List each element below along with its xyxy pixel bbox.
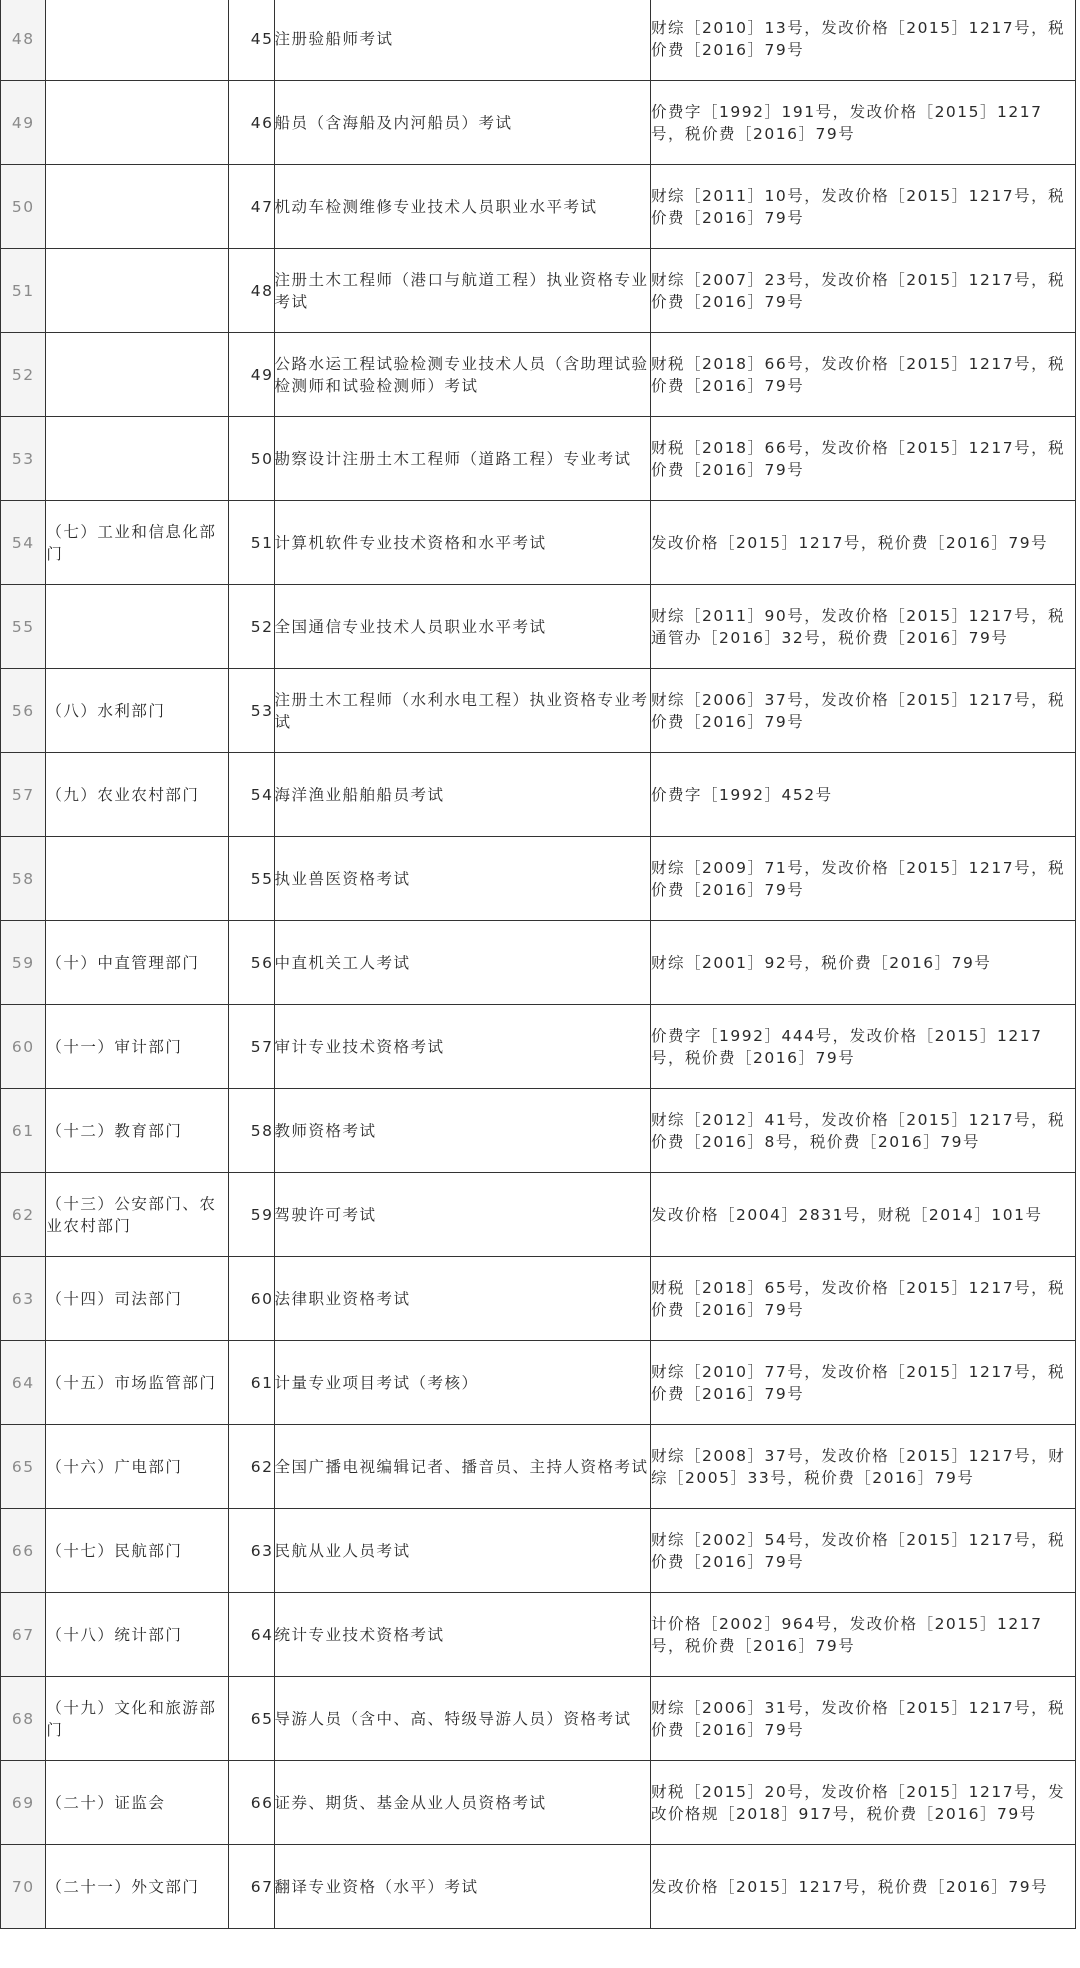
sequence-number: 51 — [250, 533, 274, 552]
row-number-cell[interactable] — [1, 249, 46, 333]
table-row[interactable] — [1, 0, 1076, 81]
sequence-number: 58 — [250, 1121, 274, 1140]
sequence-number: 49 — [250, 365, 274, 384]
exam-name-text: 计量专业项目考试（考核） — [274, 1373, 479, 1392]
exam-name-text: 证券、期货、基金从业人员资格考试 — [274, 1793, 547, 1812]
fee-basis-cell[interactable] — [651, 501, 1076, 585]
fee-basis-text: 财综［2011］10号，发改价格［2015］1217号，税价费［2016］79号 — [651, 186, 1066, 227]
sequence-number: 52 — [250, 617, 274, 636]
exam-name-cell[interactable] — [274, 165, 651, 249]
row-number-cell[interactable] — [1, 1761, 46, 1845]
exam-name-cell[interactable] — [274, 1257, 651, 1341]
exam-name-text: 注册验船师考试 — [274, 29, 394, 48]
fee-basis-cell[interactable] — [651, 1089, 1076, 1173]
fee-basis-cell[interactable] — [651, 669, 1076, 753]
department-cell[interactable] — [46, 417, 229, 501]
fee-basis-cell[interactable] — [651, 1173, 1076, 1257]
fee-basis-cell[interactable] — [651, 417, 1076, 501]
exam-name-cell[interactable] — [274, 1677, 651, 1761]
fee-basis-text: 财税［2015］20号，发改价格［2015］1217号，发改价格规［2018］917号，税价费［2016］79号 — [651, 1782, 1066, 1823]
exam-name-text: 公路水运工程试验检测专业技术人员（含助理试验检测师和试验检测师）考试 — [274, 354, 649, 395]
exam-name-cell[interactable] — [274, 249, 651, 333]
row-number-label: 49 — [11, 113, 35, 132]
fee-basis-text: 财综［2007］23号，发改价格［2015］1217号，税价费［2016］79号 — [651, 270, 1066, 311]
row-number-cell[interactable] — [1, 1089, 46, 1173]
department-cell[interactable] — [46, 921, 229, 1005]
table-row[interactable] — [1, 249, 1076, 333]
department-text: （十五）市场监管部门 — [46, 1373, 217, 1392]
department-text: （十四）司法部门 — [46, 1289, 183, 1308]
exam-name-cell[interactable] — [274, 921, 651, 1005]
fee-basis-text: 财综［2009］71号，发改价格［2015］1217号，税价费［2016］79号 — [651, 858, 1066, 899]
fee-basis-cell[interactable] — [651, 1845, 1076, 1929]
department-cell[interactable] — [46, 1845, 229, 1929]
fee-basis-text: 财税［2018］65号，发改价格［2015］1217号，税价费［2016］79号 — [651, 1278, 1066, 1319]
table-row[interactable] — [1, 501, 1076, 585]
department-cell[interactable] — [46, 1593, 229, 1677]
row-number-label: 62 — [11, 1205, 35, 1224]
department-text: （十二）教育部门 — [46, 1121, 183, 1140]
exam-name-text: 机动车检测维修专业技术人员职业水平考试 — [274, 197, 598, 216]
sequence-cell[interactable] — [229, 753, 274, 837]
fee-basis-text: 发改价格［2015］1217号，税价费［2016］79号 — [651, 1877, 1049, 1896]
row-number-cell[interactable] — [1, 1509, 46, 1593]
table-row[interactable] — [1, 1005, 1076, 1089]
sequence-number: 66 — [250, 1793, 274, 1812]
row-number-cell[interactable] — [1, 1845, 46, 1929]
table-row[interactable] — [1, 1677, 1076, 1761]
department-cell[interactable] — [46, 165, 229, 249]
sequence-number: 46 — [250, 113, 274, 132]
row-number-label: 53 — [11, 449, 35, 468]
department-text: （十九）文化和旅游部门 — [46, 1698, 217, 1739]
sequence-cell[interactable] — [229, 837, 274, 921]
exam-name-text: 民航从业人员考试 — [274, 1541, 411, 1560]
fee-basis-text: 发改价格［2015］1217号，税价费［2016］79号 — [651, 533, 1049, 552]
exam-name-cell[interactable] — [274, 1341, 651, 1425]
exam-name-text: 勘察设计注册土木工程师（道路工程）专业考试 — [274, 449, 632, 468]
table-row[interactable] — [1, 81, 1076, 165]
table-row[interactable] — [1, 585, 1076, 669]
department-cell[interactable] — [46, 1509, 229, 1593]
department-cell[interactable] — [46, 0, 229, 81]
sequence-cell[interactable] — [229, 1257, 274, 1341]
fee-basis-cell[interactable] — [651, 921, 1076, 1005]
department-cell[interactable] — [46, 1425, 229, 1509]
row-number-cell[interactable] — [1, 753, 46, 837]
fee-basis-text: 财综［2010］13号，发改价格［2015］1217号，税价费［2016］79号 — [651, 18, 1066, 59]
table-row[interactable] — [1, 1425, 1076, 1509]
row-number-cell[interactable] — [1, 585, 46, 669]
exam-name-cell[interactable] — [274, 837, 651, 921]
sequence-cell[interactable] — [229, 1677, 274, 1761]
fee-basis-cell[interactable] — [651, 1425, 1076, 1509]
fee-basis-cell[interactable] — [651, 1005, 1076, 1089]
department-cell[interactable] — [46, 669, 229, 753]
table-row[interactable] — [1, 1089, 1076, 1173]
department-cell[interactable] — [46, 249, 229, 333]
row-number-label: 61 — [11, 1121, 35, 1140]
fee-basis-cell[interactable] — [651, 753, 1076, 837]
row-number-cell[interactable] — [1, 669, 46, 753]
fee-basis-text: 价费字［1992］444号，发改价格［2015］1217号，税价费［2016］79号 — [651, 1026, 1043, 1067]
department-text: （二十一）外文部门 — [46, 1877, 200, 1896]
fee-basis-text: 价费字［1992］191号，发改价格［2015］1217号，税价费［2016］79号 — [651, 102, 1043, 143]
department-text: （二十）证监会 — [46, 1793, 166, 1812]
exam-name-text: 注册土木工程师（水利水电工程）执业资格专业考试 — [274, 690, 649, 731]
row-number-label: 56 — [11, 701, 35, 720]
department-text: （十三）公安部门、农业农村部门 — [46, 1194, 217, 1235]
department-cell[interactable] — [46, 753, 229, 837]
fee-basis-text: 财综［2011］90号，发改价格［2015］1217号，税通管办［2016］32号，税价费［2016］79号 — [651, 606, 1066, 647]
row-number-label: 70 — [11, 1877, 35, 1896]
fee-basis-cell[interactable] — [651, 1593, 1076, 1677]
row-number-cell[interactable] — [1, 1257, 46, 1341]
sequence-number: 60 — [250, 1289, 274, 1308]
fee-basis-text: 财综［2006］37号，发改价格［2015］1217号，税价费［2016］79号 — [651, 690, 1066, 731]
sequence-cell[interactable] — [229, 1425, 274, 1509]
fee-basis-cell[interactable] — [651, 1341, 1076, 1425]
exam-name-text: 翻译专业资格（水平）考试 — [274, 1877, 479, 1896]
exam-name-cell[interactable] — [274, 1089, 651, 1173]
fee-basis-text: 发改价格［2004］2831号，财税［2014］101号 — [651, 1205, 1043, 1224]
sequence-cell[interactable] — [229, 1173, 274, 1257]
exam-name-text: 全国广播电视编辑记者、播音员、主持人资格考试 — [274, 1457, 649, 1476]
exam-name-cell[interactable] — [274, 501, 651, 585]
department-cell[interactable] — [46, 81, 229, 165]
sequence-number: 62 — [250, 1457, 274, 1476]
table-row[interactable] — [1, 669, 1076, 753]
department-text: （十）中直管理部门 — [46, 953, 200, 972]
sequence-number: 67 — [250, 1877, 274, 1896]
row-number-cell[interactable] — [1, 1005, 46, 1089]
row-number-cell[interactable] — [1, 81, 46, 165]
table-row[interactable] — [1, 1761, 1076, 1845]
table-row[interactable] — [1, 417, 1076, 501]
row-number-label: 54 — [11, 533, 35, 552]
sequence-number: 48 — [250, 281, 274, 300]
fee-basis-cell[interactable] — [651, 165, 1076, 249]
sequence-number: 54 — [250, 785, 274, 804]
table-row[interactable] — [1, 1593, 1076, 1677]
sequence-number: 64 — [250, 1625, 274, 1644]
table-row[interactable] — [1, 333, 1076, 417]
row-number-label: 50 — [11, 197, 35, 216]
exam-name-text: 法律职业资格考试 — [274, 1289, 411, 1308]
sequence-cell[interactable] — [229, 81, 274, 165]
row-number-cell[interactable] — [1, 1593, 46, 1677]
sequence-cell[interactable] — [229, 1341, 274, 1425]
department-text: （八）水利部门 — [46, 701, 166, 720]
department-cell[interactable] — [46, 1005, 229, 1089]
exam-name-text: 审计专业技术资格考试 — [274, 1037, 445, 1056]
sequence-number: 50 — [250, 449, 274, 468]
row-number-label: 59 — [11, 953, 35, 972]
exam-name-cell[interactable] — [274, 1593, 651, 1677]
sequence-number: 61 — [250, 1373, 274, 1392]
exam-name-cell[interactable] — [274, 81, 651, 165]
sequence-cell[interactable] — [229, 669, 274, 753]
fee-basis-cell[interactable] — [651, 585, 1076, 669]
fee-table-body — [1, 0, 1076, 1929]
sequence-cell[interactable] — [229, 921, 274, 1005]
department-cell[interactable] — [46, 333, 229, 417]
fee-basis-text: 计价格［2002］964号，发改价格［2015］1217号，税价费［2016］79号 — [651, 1614, 1043, 1655]
row-number-cell[interactable] — [1, 501, 46, 585]
sequence-number: 56 — [250, 953, 274, 972]
department-cell[interactable] — [46, 1173, 229, 1257]
row-number-label: 67 — [11, 1625, 35, 1644]
fee-basis-text: 价费字［1992］452号 — [651, 785, 833, 804]
exam-name-text: 执业兽医资格考试 — [274, 869, 411, 888]
exam-name-text: 注册土木工程师（港口与航道工程）执业资格专业考试 — [274, 270, 649, 311]
exam-name-cell[interactable] — [274, 753, 651, 837]
department-cell[interactable] — [46, 837, 229, 921]
table-row[interactable] — [1, 1341, 1076, 1425]
exam-name-text: 中直机关工人考试 — [274, 953, 411, 972]
exam-name-cell[interactable] — [274, 0, 651, 81]
sequence-number: 45 — [250, 29, 274, 48]
row-number-cell[interactable] — [1, 0, 46, 81]
department-cell[interactable] — [46, 1089, 229, 1173]
row-number-label: 65 — [11, 1457, 35, 1476]
fee-basis-text: 财综［2008］37号，发改价格［2015］1217号，财综［2005］33号，税价费［2016］79号 — [651, 1446, 1066, 1487]
row-number-label: 60 — [11, 1037, 35, 1056]
fee-basis-cell[interactable] — [651, 1257, 1076, 1341]
exam-name-cell[interactable] — [274, 1425, 651, 1509]
sequence-number: 47 — [250, 197, 274, 216]
department-text: （十七）民航部门 — [46, 1541, 183, 1560]
row-number-label: 58 — [11, 869, 35, 888]
exam-name-text: 教师资格考试 — [274, 1121, 377, 1140]
sequence-number: 63 — [250, 1541, 274, 1560]
sequence-cell[interactable] — [229, 165, 274, 249]
row-number-cell[interactable] — [1, 1425, 46, 1509]
exam-name-cell[interactable] — [274, 1005, 651, 1089]
department-text: （十八）统计部门 — [46, 1625, 183, 1644]
sequence-cell[interactable] — [229, 585, 274, 669]
department-text: （十一）审计部门 — [46, 1037, 183, 1056]
row-number-label: 68 — [11, 1709, 35, 1728]
department-cell[interactable] — [46, 1341, 229, 1425]
exam-name-text: 驾驶许可考试 — [274, 1205, 377, 1224]
fee-basis-cell[interactable] — [651, 81, 1076, 165]
department-cell[interactable] — [46, 1761, 229, 1845]
sequence-cell[interactable] — [229, 0, 274, 81]
fee-basis-text: 财综［2010］77号，发改价格［2015］1217号，税价费［2016］79号 — [651, 1362, 1066, 1403]
department-text: （十六）广电部门 — [46, 1457, 183, 1476]
sequence-cell[interactable] — [229, 1509, 274, 1593]
row-number-label: 57 — [11, 785, 35, 804]
table-row[interactable] — [1, 1257, 1076, 1341]
department-cell[interactable] — [46, 1677, 229, 1761]
row-number-cell[interactable] — [1, 921, 46, 1005]
table-row[interactable] — [1, 1509, 1076, 1593]
fee-basis-text: 财综［2012］41号，发改价格［2015］1217号，税价费［2016］8号，税价费［2016］79号 — [651, 1110, 1066, 1151]
row-number-label: 63 — [11, 1289, 35, 1308]
exam-name-cell[interactable] — [274, 333, 651, 417]
department-cell[interactable] — [46, 501, 229, 585]
table-row[interactable] — [1, 921, 1076, 1005]
table-row[interactable] — [1, 837, 1076, 921]
sequence-cell[interactable] — [229, 1761, 274, 1845]
fee-basis-cell[interactable] — [651, 837, 1076, 921]
fee-basis-text: 财综［2002］54号，发改价格［2015］1217号，税价费［2016］79号 — [651, 1530, 1066, 1571]
sequence-cell[interactable] — [229, 501, 274, 585]
exam-name-text: 海洋渔业船舶船员考试 — [274, 785, 445, 804]
sequence-cell[interactable] — [229, 1593, 274, 1677]
sequence-number: 59 — [250, 1205, 274, 1224]
exam-name-cell[interactable] — [274, 1845, 651, 1929]
sequence-number: 53 — [250, 701, 274, 720]
fee-basis-cell[interactable] — [651, 0, 1076, 81]
exam-name-text: 统计专业技术资格考试 — [274, 1625, 445, 1644]
exam-name-cell[interactable] — [274, 1509, 651, 1593]
row-number-label: 64 — [11, 1373, 35, 1392]
row-number-cell[interactable] — [1, 165, 46, 249]
fee-basis-cell[interactable] — [651, 333, 1076, 417]
fee-basis-text: 财综［2001］92号，税价费［2016］79号 — [651, 953, 992, 972]
row-number-cell[interactable] — [1, 417, 46, 501]
sequence-cell[interactable] — [229, 1089, 274, 1173]
table-row[interactable] — [1, 165, 1076, 249]
exam-name-text: 计算机软件专业技术资格和水平考试 — [274, 533, 547, 552]
row-number-label: 55 — [11, 617, 35, 636]
fee-basis-text: 财综［2006］31号，发改价格［2015］1217号，税价费［2016］79号 — [651, 1698, 1066, 1739]
sequence-number: 57 — [250, 1037, 274, 1056]
exam-name-cell[interactable] — [274, 669, 651, 753]
sequence-cell[interactable] — [229, 333, 274, 417]
row-number-cell[interactable] — [1, 1341, 46, 1425]
table-row[interactable] — [1, 753, 1076, 837]
row-number-label: 69 — [11, 1793, 35, 1812]
department-cell[interactable] — [46, 1257, 229, 1341]
sequence-cell[interactable] — [229, 249, 274, 333]
row-number-label: 48 — [11, 29, 35, 48]
exam-name-cell[interactable] — [274, 585, 651, 669]
sequence-number: 65 — [250, 1709, 274, 1728]
row-number-cell[interactable] — [1, 333, 46, 417]
row-number-label: 51 — [11, 281, 35, 300]
exam-name-text: 船员（含海船及内河船员）考试 — [274, 113, 513, 132]
exam-name-text: 全国通信专业技术人员职业水平考试 — [274, 617, 547, 636]
exam-name-cell[interactable] — [274, 417, 651, 501]
table-row[interactable] — [1, 1845, 1076, 1929]
sequence-cell[interactable] — [229, 1005, 274, 1089]
sequence-number: 55 — [250, 869, 274, 888]
fee-basis-cell[interactable] — [651, 249, 1076, 333]
exam-name-text: 导游人员（含中、高、特级导游人员）资格考试 — [274, 1709, 632, 1728]
fee-basis-text: 财税［2018］66号，发改价格［2015］1217号，税价费［2016］79号 — [651, 438, 1066, 479]
fee-basis-cell[interactable] — [651, 1509, 1076, 1593]
department-cell[interactable] — [46, 585, 229, 669]
department-text: （七）工业和信息化部门 — [46, 522, 217, 563]
row-number-cell[interactable] — [1, 1173, 46, 1257]
row-number-label: 66 — [11, 1541, 35, 1560]
department-text: （九）农业农村部门 — [46, 785, 200, 804]
exam-name-cell[interactable] — [274, 1761, 651, 1845]
row-number-cell[interactable] — [1, 1677, 46, 1761]
fee-basis-cell[interactable] — [651, 1677, 1076, 1761]
row-number-label: 52 — [11, 365, 35, 384]
table-row[interactable] — [1, 1173, 1076, 1257]
row-number-cell[interactable] — [1, 837, 46, 921]
sequence-cell[interactable] — [229, 417, 274, 501]
sequence-cell[interactable] — [229, 1845, 274, 1929]
fee-basis-cell[interactable] — [651, 1761, 1076, 1845]
exam-name-cell[interactable] — [274, 1173, 651, 1257]
fee-basis-text: 财税［2018］66号，发改价格［2015］1217号，税价费［2016］79号 — [651, 354, 1066, 395]
